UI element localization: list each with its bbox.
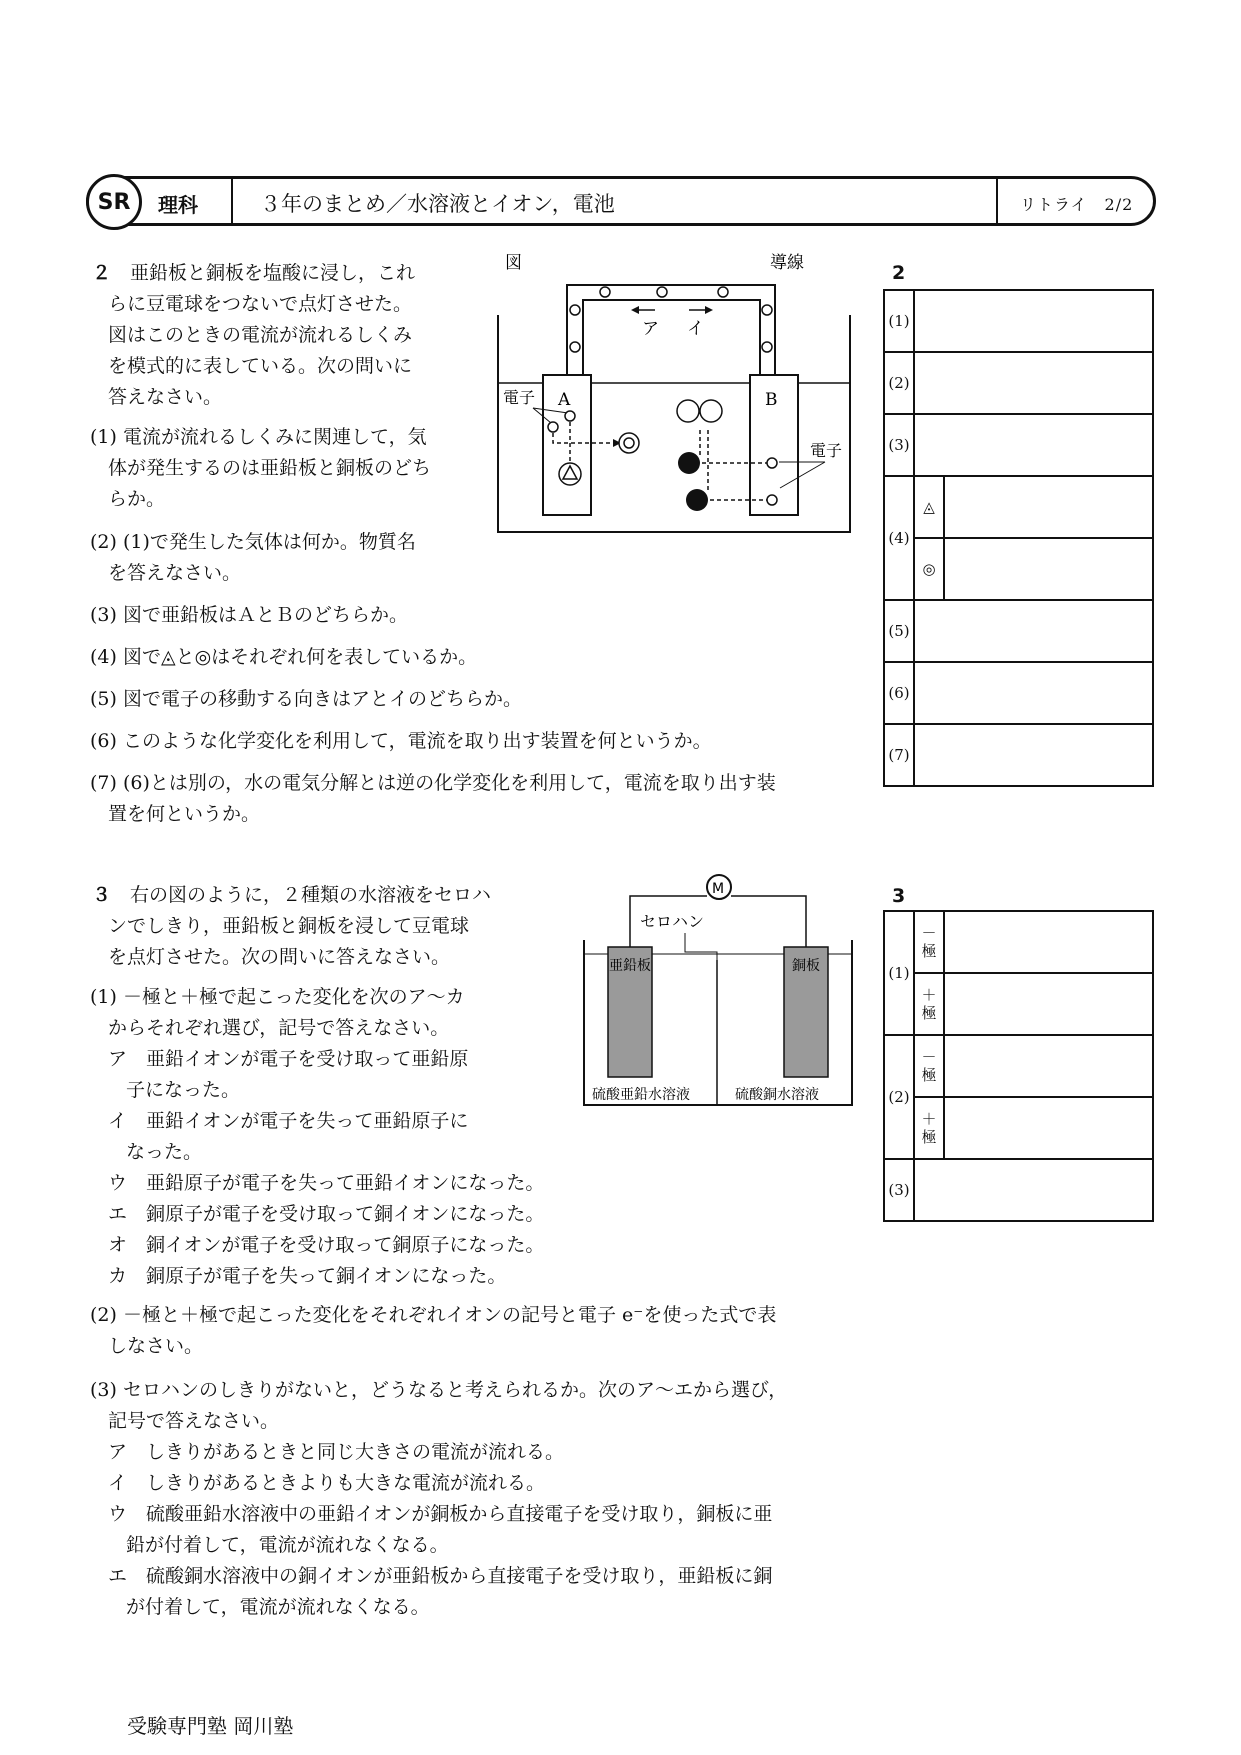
- wire-label: 導線: [770, 253, 804, 273]
- zinc-solution-label: 硫酸亜鉛水溶液: [592, 1087, 690, 1103]
- q3-part3: (3) セロハンのしきりがないと，どうなると考えられるか。次のア～エから選び， 記号で答えなさい。 ア しきりがあるときと同じ大きさの電流が流れる。 イ しきりがあるときよりも大きな電流が流れる。 ウ 硫酸亜鉛水溶液中の亜鉛イオンが銅板から直接電子を受け取り，銅板に亜 鉛が付着して，電流が流れなくなる。 エ 硫酸銅水溶液中の銅イオンが亜鉛板から直接電子を受け取り，亜鉛板に銅 が付着して，電流が流れなくなる。: [90, 1379, 788, 1618]
- q3-part1: (1) －極と＋極で起こった変化を次のア～カ からそれぞれ選び，記号で答えなさい。 ア 亜鉛イオンが電子を受け取って亜鉛原 子になった。 イ 亜鉛イオンが電子を失って亜鉛原子に なった。 ウ 亜鉛原子が電子を失って亜鉛イオンになった。 エ 銅原子が電子を受け取って銅イオンになった。 オ 銅イオンが電子を受け取って銅原子になった。 カ 銅原子が電子を失って銅イオンになった。: [90, 986, 545, 1287]
- electron-label-left: 電子: [503, 388, 536, 407]
- answer-2-2[interactable]: [914, 352, 1153, 414]
- answer-2-6[interactable]: [914, 662, 1153, 724]
- answer-section-2-label: 2: [892, 262, 906, 284]
- q3-intro: ３ 右の図のように，２種類の水溶液をセロハ ンでしきり，亜鉛板と銅板を浸して豆電球 を点灯させた。次の問いに答えなさい。: [92, 884, 492, 968]
- answer-2-4-b[interactable]: [944, 538, 1153, 600]
- header-divider: [231, 179, 233, 225]
- answer-2-7[interactable]: [914, 724, 1153, 786]
- zinc-label: 亜鉛板: [609, 958, 651, 974]
- arrow-i-label: イ: [687, 319, 704, 339]
- q2-part5: (5) 図で電子の移動する向きはアとイのどちらか。: [90, 688, 522, 710]
- answer-3-2-plus[interactable]: [944, 1097, 1153, 1159]
- answer-3-3[interactable]: [914, 1159, 1153, 1221]
- ion-dot: [686, 489, 708, 511]
- answer-section-3-label: 3: [892, 885, 906, 907]
- q2-part1: (1) 電流が流れるしくみに関連して，気 体が発生するのは亜鉛板と銅板のどち らか。: [90, 426, 432, 510]
- answer-3-1-minus[interactable]: [944, 911, 1153, 973]
- answer-2-4-a[interactable]: [944, 476, 1153, 538]
- figure-label: 図: [505, 253, 522, 273]
- header-divider: [996, 179, 998, 225]
- plate-b-label: B: [765, 390, 778, 410]
- battery-diagram: [495, 250, 870, 540]
- q2-part2: (2) (1)で発生した気体は何か。物質名 を答えなさい。: [90, 531, 416, 584]
- answer-3-2-minus[interactable]: [944, 1035, 1153, 1097]
- footer-brand: 受験専門塾 岡川塾: [127, 1714, 294, 1738]
- wire: [567, 285, 775, 375]
- wire: [583, 300, 760, 375]
- q2-part6: (6) このような化学変化を利用して，電流を取り出す装置を何というか。: [90, 730, 712, 752]
- subject-label: 理科: [158, 193, 198, 217]
- q2-number: ２: [92, 262, 112, 284]
- school-logo: SR: [86, 174, 142, 230]
- wire: [731, 896, 806, 953]
- q2-part4: (4) 図で◬と◎はそれぞれ何を表しているか。: [90, 646, 478, 668]
- wire-electrons: [570, 287, 772, 352]
- plate-a-label: A: [558, 390, 571, 410]
- gas-molecule: [677, 400, 699, 422]
- gas-molecule: [700, 400, 722, 422]
- bulb-label: M: [712, 881, 725, 897]
- arrow-a-label: ア: [642, 319, 659, 339]
- answer-2-5[interactable]: [914, 600, 1153, 662]
- ion-dot: [678, 452, 700, 474]
- cellophane-battery-diagram: [580, 870, 860, 1115]
- retry-label: リトライ 2/2: [1020, 195, 1134, 214]
- q3-part2: (2) －極と＋極で起こった変化をそれぞれイオンの記号と電子 e⁻を使った式で表 しなさい。: [90, 1304, 777, 1357]
- electron-label-right: 電子: [810, 441, 843, 460]
- answer-2-3[interactable]: [914, 414, 1153, 476]
- answer-table-3: (1) － 極 ＋ 極 (2) － 極 ＋ 極 (3): [883, 910, 1154, 1222]
- cellophane-label: セロハン: [640, 912, 705, 931]
- copper-solution-label: 硫酸銅水溶液: [735, 1087, 819, 1103]
- page-title: ３年のまとめ／水溶液とイオン，電池: [260, 192, 615, 216]
- answer-3-1-plus[interactable]: [944, 973, 1153, 1035]
- q2-intro: ２ 亜鉛板と銅板を塩酸に浸し，これ らに豆電球をつないで点灯させた。 図はこのときの電流が流れるしくみ を模式的に表している。次の問いに 答えなさい。: [92, 262, 416, 408]
- copper-label: 銅板: [792, 958, 820, 974]
- answer-2-1[interactable]: [914, 290, 1153, 352]
- q2-part7: (7) (6)とは別の，水の電気分解とは逆の化学変化を利用して，電流を取り出す装 置を何というか。: [90, 772, 776, 825]
- q3-number: ３: [92, 884, 112, 906]
- answer-table-2: (1) (2) (3) (4) ◬ ◎ (5) (6) (7): [883, 289, 1154, 787]
- q2-part3: (3) 図で亜鉛板はＡとＢのどちらか。: [90, 604, 408, 626]
